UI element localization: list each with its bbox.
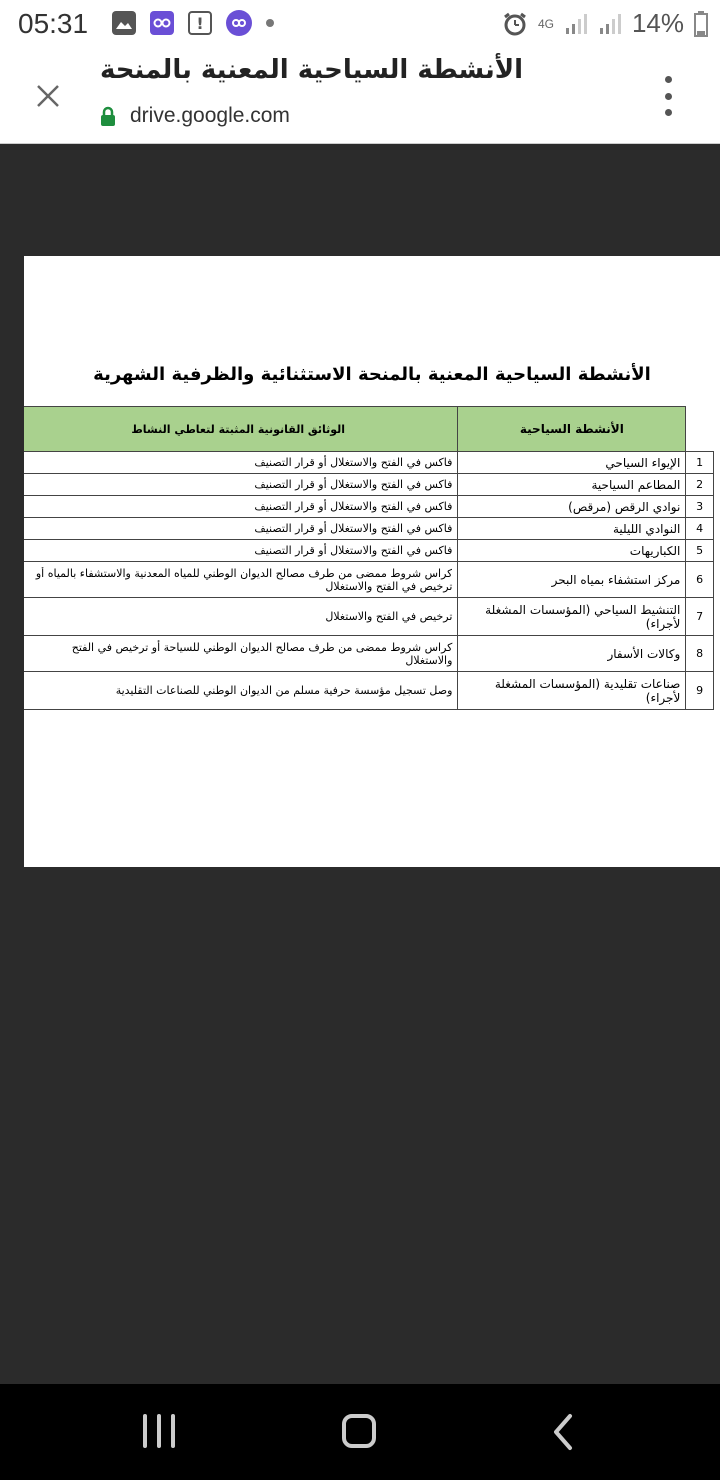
row-activity: صناعات تقليدية (المؤسسات المشغلة لأجراء) (458, 672, 686, 710)
row-document-line1: كراس شروط ممضى من طرف مصالح الديوان الوطني للمياه المعدنية والاستشفاء بالمياه أو (35, 566, 453, 580)
close-button[interactable] (30, 78, 66, 114)
row-activity: مركز استشفاء بمياه البحر (458, 562, 686, 598)
row-number: 9 (686, 672, 714, 710)
signal-icon (564, 13, 588, 35)
row-number: 1 (686, 452, 714, 474)
table-row (24, 496, 714, 518)
more-notifications-dot-icon (266, 19, 274, 27)
status-right (502, 8, 708, 39)
activities-table (24, 406, 714, 710)
page-title: الأنشطة السياحية المعنية بالمنحة (100, 55, 523, 85)
status-time: 05:31 (18, 8, 89, 39)
row-document: فاكس في الفتح والاستغلال أو قرار التصنيف (24, 540, 458, 562)
header-num-cell (686, 407, 714, 452)
table-row (24, 518, 714, 540)
recents-icon (143, 1414, 147, 1448)
network-type: 4G (537, 16, 554, 31)
back-icon (548, 1412, 578, 1452)
row-document: وصل تسجيل مؤسسة حرفية مسلم من الديوان الوطني للصناعات التقليدية (24, 672, 458, 710)
home-button[interactable] (342, 1414, 376, 1448)
document-viewer[interactable] (0, 144, 720, 1384)
header-documents: الوثائق القانونية المثبتة لتعاطي النشاط (24, 407, 458, 452)
battery-percent: 14% (631, 8, 684, 38)
back-button[interactable] (548, 1412, 578, 1452)
table-row (24, 562, 714, 598)
more-vert-icon (665, 76, 672, 83)
recents-button[interactable] (143, 1414, 175, 1448)
document-title: الأنشطة السياحية المعنية بالمنحة الاستثنائية والظرفية الشهرية (93, 364, 651, 385)
lock-icon (100, 106, 116, 126)
row-activity: النوادي الليلية (458, 518, 686, 540)
url-row (100, 104, 290, 128)
document-page[interactable] (24, 256, 720, 867)
image-notification-icon (112, 11, 136, 35)
link-notification-icon (150, 11, 174, 35)
battery-icon (694, 11, 708, 37)
row-document: فاكس في الفتح والاستغلال أو قرار التصنيف (24, 496, 458, 518)
notification-icons (112, 10, 274, 36)
alarm-icon (502, 11, 528, 37)
status-bar (0, 0, 720, 50)
table-row (24, 452, 714, 474)
close-icon (30, 78, 66, 114)
row-document: فاكس في الفتح والاستغلال أو قرار التصنيف (24, 474, 458, 496)
row-document-line2: ترخيص في الفتح والاستغلال (325, 579, 453, 593)
table-row (24, 474, 714, 496)
row-number: 6 (686, 562, 714, 598)
page-url: drive.google.com (130, 104, 290, 127)
row-document: فاكس في الفتح والاستغلال أو قرار التصنيف (24, 518, 458, 540)
row-activity: المطاعم السياحية (458, 474, 686, 496)
table-row (24, 672, 714, 710)
table-row (24, 636, 714, 672)
alert-notification-icon: ! (188, 11, 212, 35)
row-activity: الإيواء السياحي (458, 452, 686, 474)
more-options-button[interactable] (658, 76, 678, 116)
row-number: 8 (686, 636, 714, 672)
row-number: 7 (686, 598, 714, 636)
row-number: 3 (686, 496, 714, 518)
signal-2-icon (598, 13, 622, 35)
table-header-row (24, 407, 714, 452)
row-activity: نوادي الرقص (مرقص) (458, 496, 686, 518)
row-document: كراس شروط ممضى من طرف مصالح الديوان الوطني للسياحة أو ترخيص في الفتح والاستغلال (24, 636, 458, 672)
table-row (24, 540, 714, 562)
row-number: 5 (686, 540, 714, 562)
row-document: ترخيص في الفتح والاستغلال (24, 598, 458, 636)
row-number: 4 (686, 518, 714, 540)
table-row (24, 598, 714, 636)
link-app-notification-icon (226, 10, 252, 36)
row-activity: الكباريهات (458, 540, 686, 562)
row-document (24, 562, 458, 598)
row-document: فاكس في الفتح والاستغلال أو قرار التصنيف (24, 452, 458, 474)
header-activities: الأنشطة السياحية (458, 407, 686, 452)
row-activity: وكالات الأسفار (458, 636, 686, 672)
row-activity: التنشيط السياحي (المؤسسات المشغلة لأجراء) (458, 598, 686, 636)
app-bar (0, 50, 720, 144)
system-nav-bar (0, 1384, 720, 1480)
row-number: 2 (686, 474, 714, 496)
